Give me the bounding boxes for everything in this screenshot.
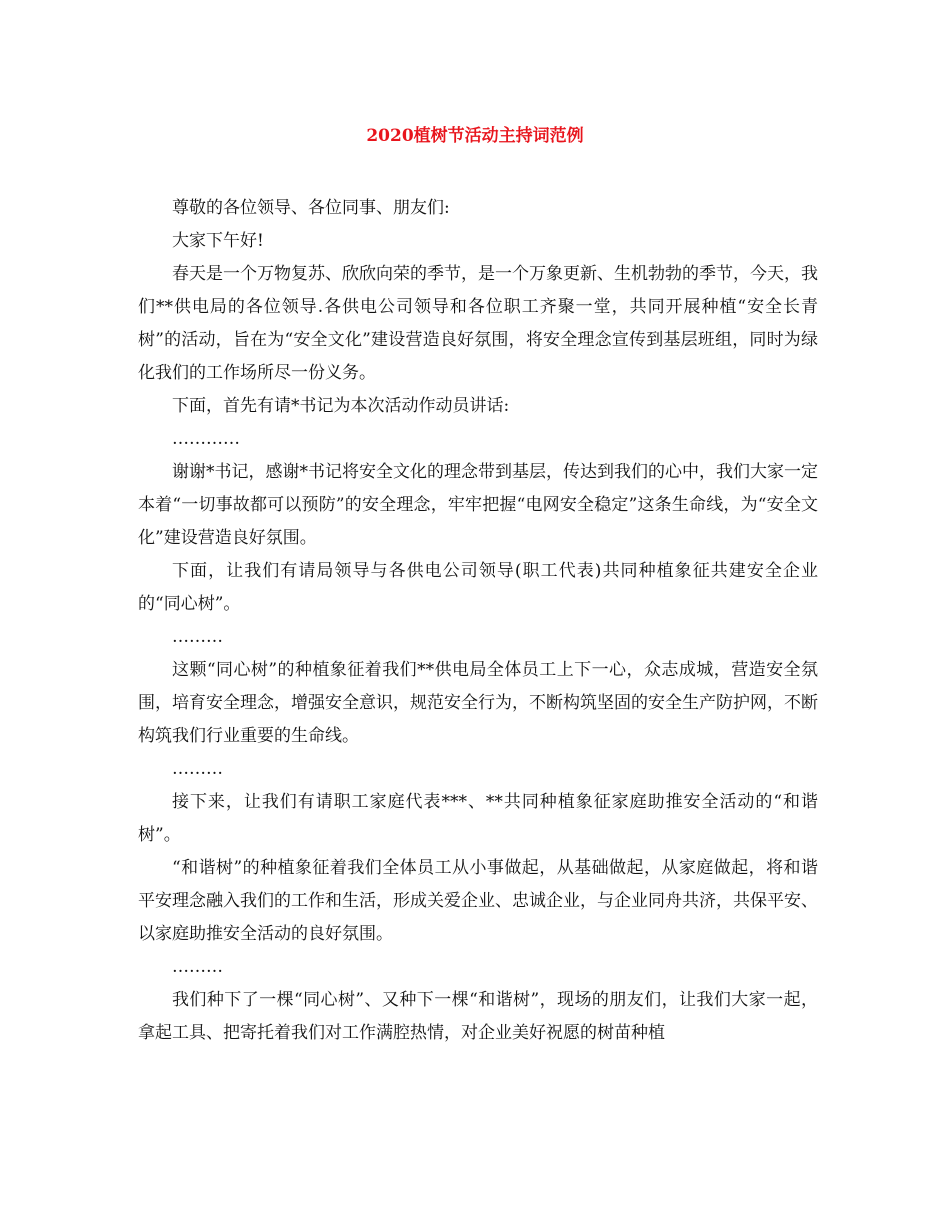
paragraph-ellipsis: ……… — [172, 957, 223, 977]
paragraph-hello: 大家下午好! — [172, 231, 264, 251]
paragraph-intro: 春天是一个万物复苏、欣欣向荣的季节，是一个万象更新、生机勃勃的季节，今天，我们**供电局的各位领导.各供电公司领导和各位职工齐聚一堂，共同开展种植“安全长青树”的活动，旨在为“安全文化”建设营造良好氛围，将安全理念宣传到基层班组，同时为绿化我们的工作场所尽一份义务。 — [138, 264, 818, 383]
paragraph-closing: 我们种下了一棵“同心树”、又种下一棵“和谐树”，现场的朋友们，让我们大家一起，拿起工具、把寄托着我们对工作满腔热情，对企业美好祝愿的树苗种植 — [138, 990, 818, 1043]
paragraph-tongxin-meaning: 这颗“同心树”的种植象征着我们**供电局全体员工上下一心，众志成城，营造安全氛围，培育安全理念，增强安全意识，规范安全行为，不断构筑坚固的安全生产防护网，不断构筑我们行业重要的生命线。 — [138, 660, 818, 746]
paragraph-tongxin-invite: 下面，让我们有请局领导与各供电公司领导(职工代表)共同种植象征共建安全企业的“同心树”。 — [138, 561, 818, 614]
document-title: 2020植树节活动主持词范例 — [366, 126, 584, 146]
paragraph-ellipsis: ……… — [172, 759, 223, 779]
paragraph-invite-speech: 下面，首先有请*书记为本次活动作动员讲话: — [172, 396, 510, 416]
document-body — [138, 192, 818, 1050]
paragraph-ellipsis: ……… — [172, 627, 223, 647]
paragraph-ellipsis: ………… — [172, 429, 240, 449]
paragraph-greeting: 尊敬的各位领导、各位同事、朋友们: — [172, 198, 450, 218]
paragraph-hexie-invite: 接下来，让我们有请职工家庭代表***、**共同种植象征家庭助推安全活动的“和谐树”。 — [138, 792, 818, 845]
paragraph-thanks: 谢谢*书记，感谢*书记将安全文化的理念带到基层，传达到我们的心中，我们大家一定本着“一切事故都可以预防”的安全理念，牢牢把握“电网安全稳定”这条生命线，为“安全文化”建设营造良好氛围。 — [138, 462, 818, 548]
paragraph-hexie-meaning: “和谐树”的种植象征着我们全体员工从小事做起，从基础做起，从家庭做起，将和谐平安理念融入我们的工作和生活，形成关爱企业、忠诚企业，与企业同舟共济，共保平安、以家庭助推安全活动的良好氛围。 — [138, 858, 818, 944]
